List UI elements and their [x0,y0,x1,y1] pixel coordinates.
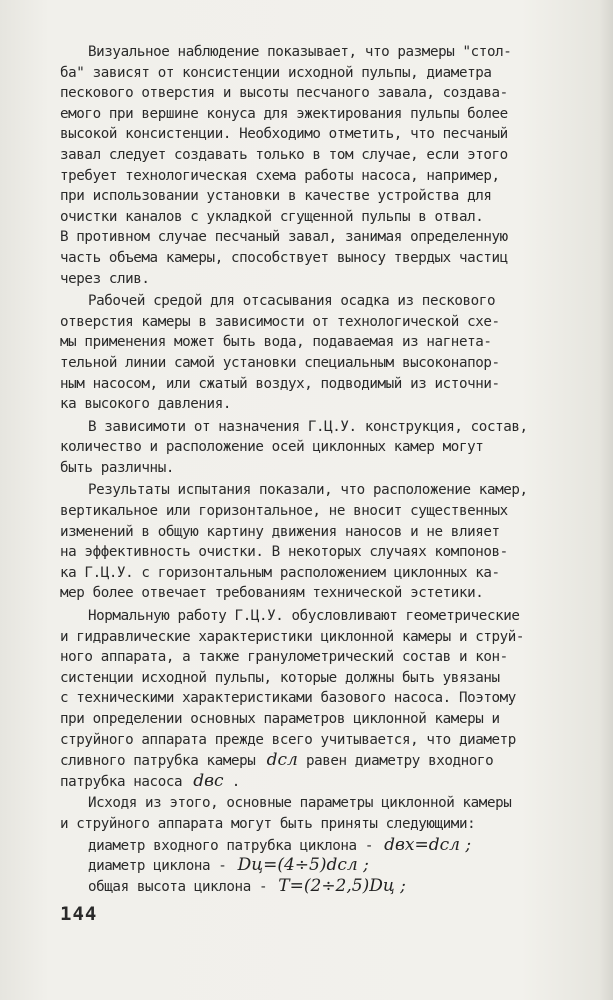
text-line: ка высокого давления. [60,396,231,413]
printed-text: сливного патрубка камеры [60,753,256,770]
text-line: количество и расположение осей циклонных камер могут [60,439,484,456]
text-line: ба" зависят от консистенции исходной пульпы, диаметра [60,64,492,81]
text-line: В зависимоти от назначения Г.Ц.У. конструкция, состав, [88,418,528,435]
paragraph-6 [60,793,588,896]
text-line: Нормальную работу Г.Ц.У. обусловливают геометрические [88,608,520,625]
text-line: часть объема камеры, способствует выносу твердых частиц [60,249,508,266]
printed-text: патрубка насоса [60,773,183,790]
text-line: отверстия камеры в зависимости от технологической схе- [60,313,500,330]
text-line: с техническими характеристиками базового насоса. Поэтому [60,690,516,707]
paragraph-3 [60,417,588,479]
text-line: струйного аппарата прежде всего учитывается, что диаметр [60,731,516,748]
text-line: Исходя из этого, основные параметры циклонной камеры [88,795,512,812]
page-edge-shadow [599,0,613,1000]
text-line: на эффективность очистки. В некоторых случаях компонов- [60,544,508,561]
text-line: и струйного аппарата могут быть приняты следующими: [60,815,476,832]
text-line: и гидравлические характеристики циклонной камеры и струй- [60,628,525,645]
param-line [60,835,588,856]
text-line-with-handwriting [60,771,588,792]
printed-text: . [231,773,240,790]
text-line: требует технологическая схема работы насоса, например, [60,167,500,184]
param-label: общая высота циклона - [88,878,268,895]
text-line: высокой консистенции. Необходимо отметить, что песчаный [60,126,508,143]
handwritten-symbol: dсл [266,750,298,771]
body-text [60,42,588,896]
printed-text: равен диаметру входного [305,753,494,770]
text-line: вертикальное или горизонтальное, не вносит существенных [60,503,508,520]
text-line: очистки каналов с укладкой сгущенной пульпы в отвал. [60,208,484,225]
handwritten-symbol: dвс [193,770,224,791]
paragraph-5 [60,606,588,791]
paragraph-1 [60,42,588,289]
text-line-with-handwriting [60,750,588,771]
handwritten-formula: T=(2÷2,5)Dц ; [278,875,406,896]
param-label: диаметр циклона - [88,858,227,875]
text-line: В противном случае песчаный завал, занимая определенную [60,229,508,246]
text-line: систенции исходной пульпы, которые должны быть увязаны [60,669,500,686]
text-line: при определении основных параметров циклонной камеры и [60,711,500,727]
param-line [60,855,588,876]
text-line: Рабочей средой для отсасывания осадка из пескового [88,293,496,310]
text-line: мы применения может быть вода, подаваемая из нагнета- [60,334,492,351]
paragraph-4 [60,480,588,604]
text-line: ка Г.Ц.У. с горизонтальным расположением циклонных ка- [60,564,500,581]
text-line: ного аппарата, а также гранулометрический состав и кон- [60,649,508,666]
text-line: пескового отверстия и высоты песчаного завала, создава- [60,85,508,102]
paragraph-2 [60,291,588,415]
text-line: завал следует создавать только в том случае, если этого [60,146,508,163]
text-line: мер более отвечает требованиям технической эстетики. [60,585,484,602]
text-line: через слив. [60,270,150,287]
text-line: изменений в общую картину движения наносов и не влияет [60,523,500,540]
text-line: тельной линии самой установки специальным высоконапор- [60,354,500,371]
text-line: при использовании установки в качестве устройства для [60,188,492,205]
param-line [60,876,588,897]
page-number: 144 [60,903,98,925]
text-line: ным насосом, или сжатый воздух, подводимый из источни- [60,375,500,392]
text-line: емого при вершине конуса для эжектирования пульпы более [60,105,508,122]
handwritten-formula: Dц=(4÷5)dсл ; [237,855,369,876]
param-label: диаметр входного патрубка циклона - [88,837,373,854]
text-line: Результаты испытания показали, что расположение камер, [88,482,528,499]
text-line: быть различны. [60,459,174,476]
handwritten-formula: dвх=dсл ; [384,834,472,855]
text-line: Визуальное наблюдение показывает, что размеры "стол- [88,44,512,60]
